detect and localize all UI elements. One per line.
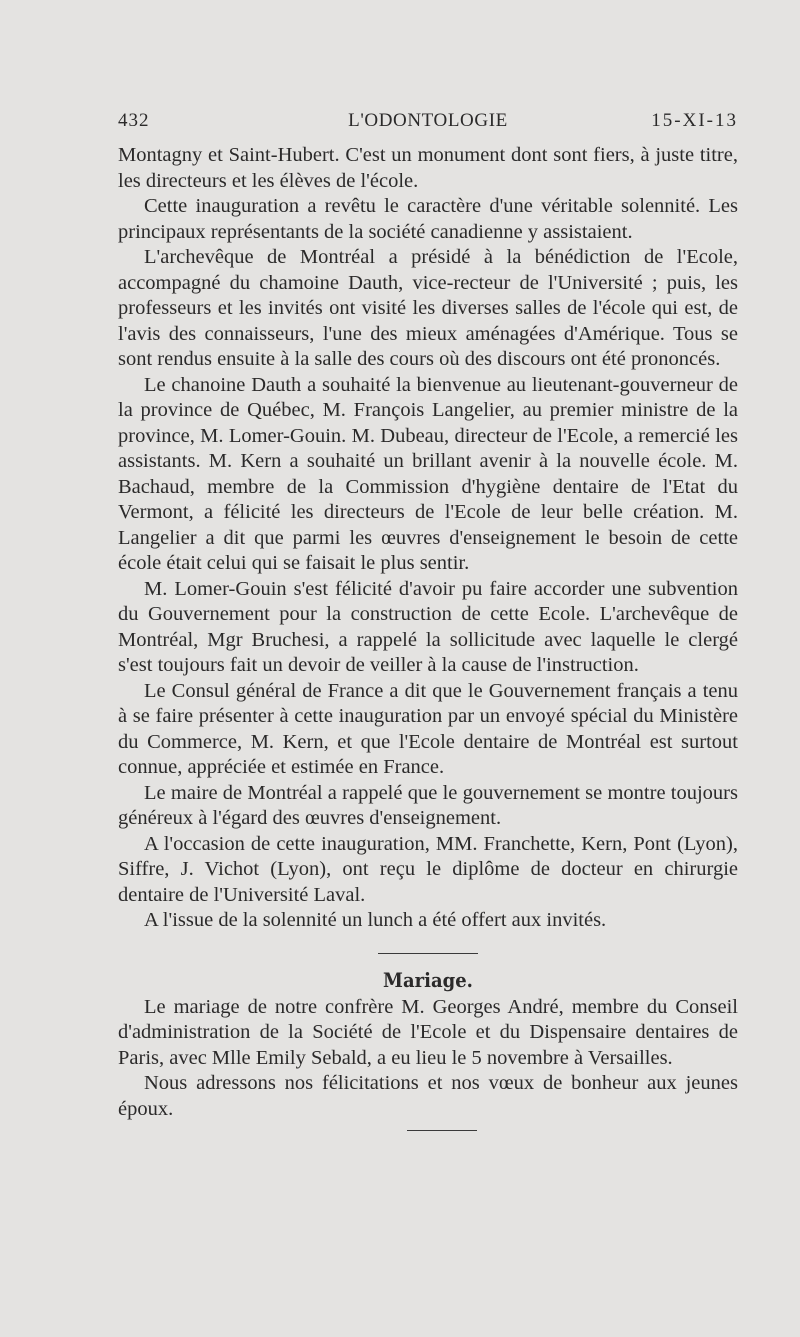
paragraph-continuation: Montagny et Saint-Hubert. C'est un monument dont sont fiers, à juste titre, les directeurs et les élèves de l'école.	[118, 144, 738, 192]
page-number: 432	[118, 110, 150, 131]
article-body	[118, 143, 738, 1131]
paragraph-diplomes: A l'occasion de cette inauguration, MM. Franchette, Kern, Pont (Lyon), Siffre, J. Vichot (Lyon), ont reçu le diplôme de docteur en chirurgie dentaire de l'Université Laval.	[118, 832, 738, 906]
section-title: Mariage.	[383, 967, 473, 992]
paragraph-speeches: Le chanoine Dauth a souhaité la bienvenue au lieutenant-gouverneur de la province de Québec, M. François Langelier, au premier ministre de la province, M. Lomer-Gouin. M. Dubeau, directeur de l'Ecole, a remercié les assistants. M. Kern a souhaité un brillant avenir à la nouvelle école. M. Bachaud, membre de la Commission d'hygiène dentaire de l'Etat du Vermont, a félicité les directeurs de l'Ecole de leur belle création. M. Langelier a dit que parmi les œuvres d'enseignement le besoin de cette école était celui qui se faisait le plus sentir.	[118, 373, 738, 574]
running-title: L'ODONTOLOGIE	[348, 110, 508, 131]
paragraph-consul: Le Consul général de France a dit que le Gouvernement français a tenu à se faire présenter à cette inauguration par un envoyé spécial du Ministère du Commerce, M. Kern, et que l'Ecole dentaire de Montréal est surtout connue, appréciée et estimée en France.	[118, 679, 738, 778]
end-divider	[407, 1130, 477, 1131]
section-divider	[378, 953, 478, 954]
running-header	[118, 110, 738, 134]
paragraph-inauguration: Cette inauguration a revêtu le caractère d'une véritable solennité. Les principaux représentants de la société canadienne y assistaient.	[118, 195, 738, 243]
paragraph-mariage: Le mariage de notre confrère M. Georges André, membre du Conseil d'administration de la Société de l'Ecole et du Dispensaire dentaires de Paris, avec Mlle Emily Sebald, a eu lieu le 5 novembre à Versailles.	[118, 995, 738, 1069]
paragraph-benediction: L'archevêque de Montréal a présidé à la bénédiction de l'Ecole, accompagné du chamoine Dauth, vice-recteur de l'Université ; puis, les professeurs et les invités ont visité les diverses salles de l'école qui est, de l'avis des connaisseurs, l'une des mieux aménagées d'Amérique. Tous se sont rendus ensuite à la salle des cours où des discours ont été prononcés.	[118, 246, 738, 370]
paragraph-maire: Le maire de Montréal a rappelé que le gouvernement se montre toujours généreux à l'égard des œuvres d'enseignement.	[118, 781, 738, 829]
paragraph-lunch: A l'issue de la solennité un lunch a été offert aux invités.	[144, 909, 607, 931]
paragraph-felicitations: Nous adressons nos félicitations et nos vœux de bonheur aux jeunes époux.	[118, 1072, 738, 1120]
issue-date: 15-XI-13	[651, 110, 738, 131]
paragraph-subvention: M. Lomer-Gouin s'est félicité d'avoir pu faire accorder une subvention du Gouvernement pour la construction de cette Ecole. L'archevêque de Montréal, Mgr Bruchesi, a rappelé la sollicitude avec laquelle le clergé s'est toujours fait un devoir de veiller à la cause de l'instruction.	[118, 577, 738, 676]
